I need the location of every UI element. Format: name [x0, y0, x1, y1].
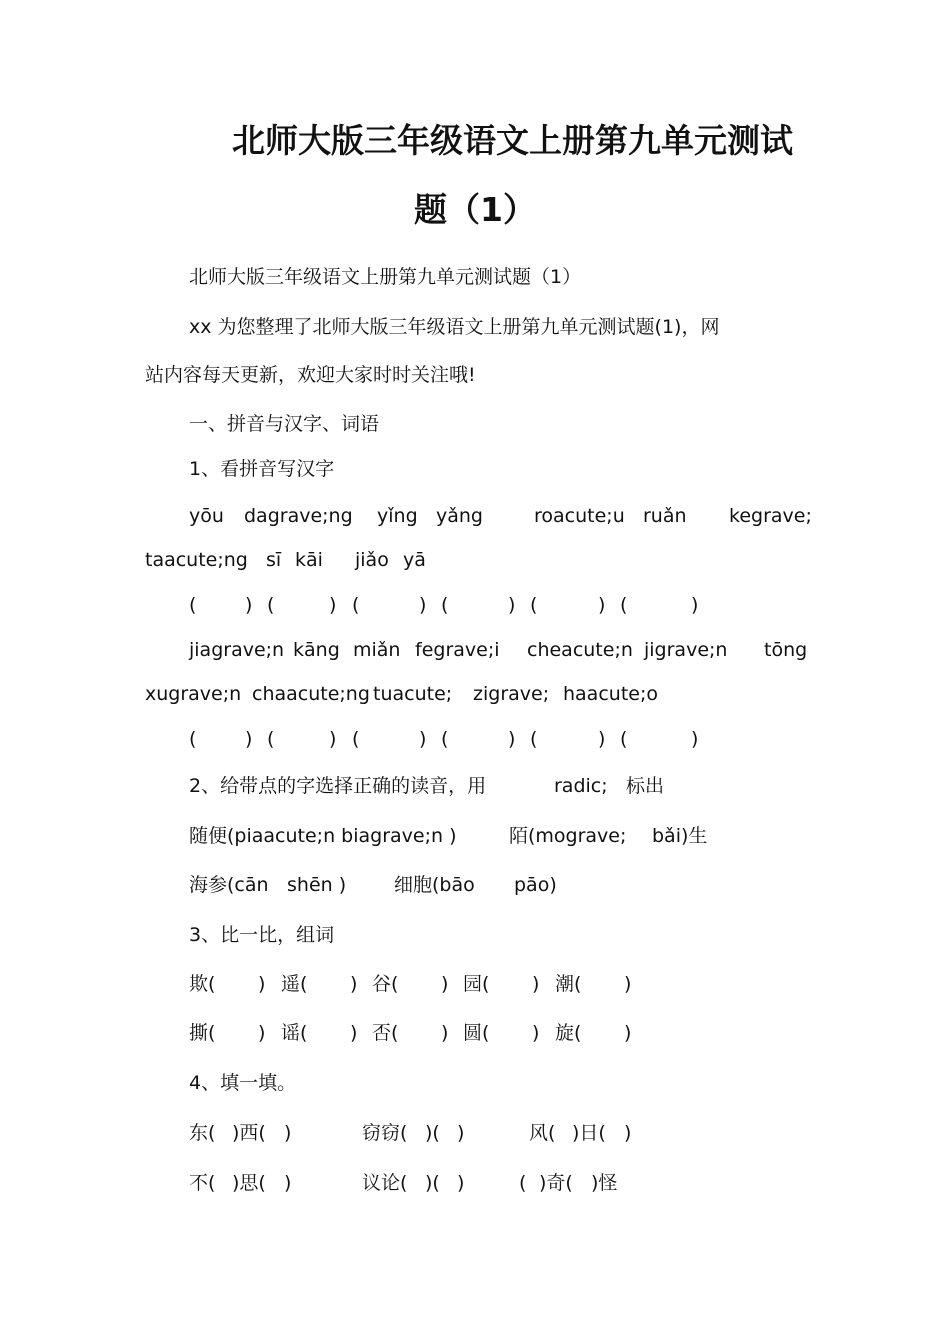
intro-line-1: xx 为您整理了北师大版三年级语文上册第九单元测试题(1)，网	[189, 316, 720, 338]
pinyin: roacute;u	[534, 505, 625, 527]
open-paren: (	[189, 594, 197, 616]
open-paren: (	[189, 728, 197, 750]
open-paren: (	[620, 728, 628, 750]
close-paren: )	[245, 594, 253, 616]
idiom-blank: )(	[425, 1122, 440, 1144]
word-blank: 潮(	[555, 973, 582, 995]
pinyin: taacute;ng	[145, 549, 248, 571]
open-paren: (	[441, 728, 449, 750]
word-blank: )	[441, 1022, 449, 1044]
q2-heading-tail: 标出	[626, 775, 665, 797]
pinyin: kegrave;	[729, 505, 812, 527]
pinyin: kāng	[293, 639, 340, 661]
pinyin: xugrave;n	[145, 683, 242, 705]
word-blank: 旋(	[555, 1022, 582, 1044]
word-blank: )	[441, 973, 449, 995]
pinyin: fegrave;i	[415, 639, 500, 661]
document-title-line-2: 题（1）	[414, 190, 536, 229]
pinyin: jiǎo	[355, 549, 389, 571]
idiom-blank: )思(	[232, 1172, 266, 1194]
word-blank: 园(	[463, 973, 490, 995]
word-blank: 谷(	[372, 973, 399, 995]
open-paren: (	[267, 728, 275, 750]
pinyin: zigrave;	[473, 683, 550, 705]
open-paren: (	[441, 594, 449, 616]
pinyin: haacute;o	[563, 683, 658, 705]
close-paren: )	[419, 594, 427, 616]
reading-choice: 细胞(bāo	[394, 874, 475, 896]
word-blank: )	[532, 1022, 540, 1044]
intro-line-2: 站内容每天更新，欢迎大家时时关注哦!	[145, 364, 476, 386]
idiom-blank: )	[284, 1172, 292, 1194]
word-blank: 撕(	[189, 1022, 216, 1044]
idiom-blank: (	[519, 1172, 527, 1194]
word-blank: )	[350, 1022, 358, 1044]
word-blank: )	[624, 973, 632, 995]
close-paren: )	[598, 594, 606, 616]
pinyin: yǎng	[436, 505, 483, 527]
idiom-blank: )	[624, 1122, 632, 1144]
close-paren: )	[245, 728, 253, 750]
pinyin: miǎn	[353, 639, 401, 661]
open-paren: (	[530, 594, 538, 616]
word-blank: 否(	[372, 1022, 399, 1044]
idiom-blank: )怪	[591, 1172, 618, 1194]
pinyin: tuacute;	[373, 683, 453, 705]
close-paren: )	[598, 728, 606, 750]
open-paren: (	[530, 728, 538, 750]
reading-choice: 陌(mograve;	[509, 825, 627, 847]
pinyin: yā	[403, 549, 426, 571]
idiom-blank: 东(	[189, 1122, 216, 1144]
reading-choice: shēn )	[287, 874, 347, 896]
word-blank: )	[258, 973, 266, 995]
close-paren: )	[329, 594, 337, 616]
idiom-blank: 议论(	[362, 1172, 408, 1194]
pinyin: yǐng	[377, 505, 418, 527]
section1-heading: 一、拼音与汉字、词语	[189, 413, 380, 435]
open-paren: (	[267, 594, 275, 616]
idiom-blank: )	[457, 1122, 465, 1144]
q1-heading: 1、看拼音写汉字	[189, 458, 335, 480]
word-blank: 圆(	[463, 1022, 490, 1044]
close-paren: )	[508, 594, 516, 616]
word-blank: )	[624, 1022, 632, 1044]
document-title-line-1: 北师大版三年级语文上册第九单元测试	[232, 121, 793, 160]
q2-heading-text: 2、给带点的字选择正确的读音，用	[189, 775, 487, 797]
q3-heading: 3、比一比，组词	[189, 924, 335, 946]
idiom-blank: )	[457, 1172, 465, 1194]
reading-choice: 海参(cān	[189, 874, 269, 896]
pinyin: cheacute;n	[527, 639, 633, 661]
idiom-blank: 风(	[529, 1122, 556, 1144]
open-paren: (	[620, 594, 628, 616]
q4-heading: 4、填一填。	[189, 1072, 297, 1094]
idiom-blank: )日(	[572, 1122, 606, 1144]
idiom-blank: )奇(	[539, 1172, 573, 1194]
pinyin: jiagrave;n	[189, 639, 285, 661]
reading-choice: pāo)	[514, 874, 557, 896]
close-paren: )	[691, 594, 699, 616]
close-paren: )	[508, 728, 516, 750]
word-blank: )	[258, 1022, 266, 1044]
subtitle: 北师大版三年级语文上册第九单元测试题（1）	[189, 266, 582, 288]
idiom-blank: 窃窃(	[362, 1122, 408, 1144]
pinyin: sī	[266, 549, 282, 571]
q2-heading-mark: radic;	[554, 775, 608, 797]
idiom-blank: 不(	[189, 1172, 216, 1194]
pinyin: ruǎn	[643, 505, 687, 527]
idiom-blank: )西(	[232, 1122, 266, 1144]
pinyin: chaacute;ng	[252, 683, 370, 705]
word-blank: )	[350, 973, 358, 995]
open-paren: (	[352, 594, 360, 616]
close-paren: )	[691, 728, 699, 750]
close-paren: )	[419, 728, 427, 750]
word-blank: 遥(	[281, 973, 308, 995]
idiom-blank: )	[284, 1122, 292, 1144]
word-blank: 谣(	[281, 1022, 308, 1044]
reading-choice: 随便(piaacute;n biagrave;n )	[189, 825, 457, 847]
pinyin: dagrave;ng	[244, 505, 353, 527]
reading-choice: bǎi)生	[652, 825, 708, 847]
idiom-blank: )(	[425, 1172, 440, 1194]
pinyin: jigrave;n	[644, 639, 728, 661]
word-blank: )	[532, 973, 540, 995]
word-blank: 欺(	[189, 973, 216, 995]
close-paren: )	[329, 728, 337, 750]
pinyin: yōu	[189, 505, 224, 527]
pinyin: tōng	[764, 639, 808, 661]
open-paren: (	[352, 728, 360, 750]
pinyin: kāi	[295, 549, 323, 571]
